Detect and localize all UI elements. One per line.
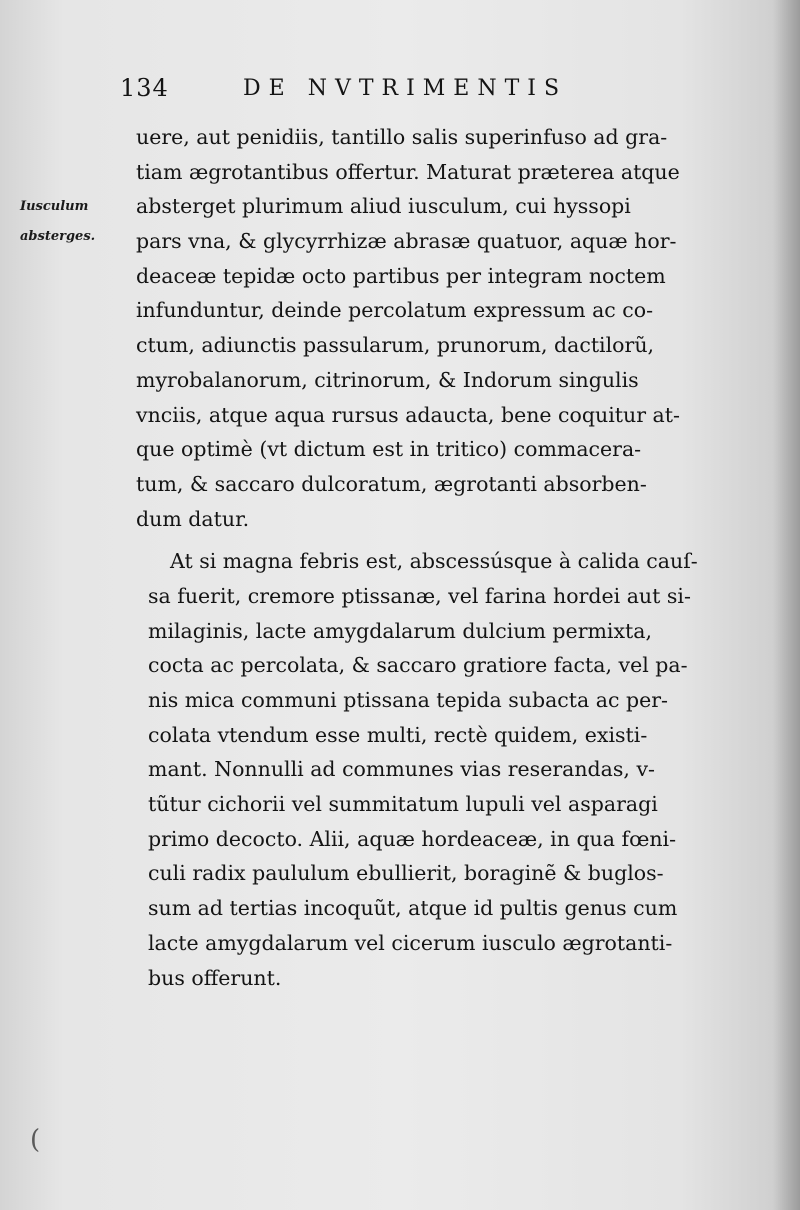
text-line: milaginis, lacte amygdalarum dulcium permixta, xyxy=(148,618,653,643)
text-line: vnciis, atque aqua rursus adaucta, bene coquitur at- xyxy=(136,402,680,427)
text-line: tum, & saccaro dulcoratum, ægrotanti absorben- xyxy=(136,471,647,496)
margin-note-line-2: absterges. xyxy=(20,229,96,244)
running-title: DE NVTRIMENTIS xyxy=(243,76,568,101)
text-line: dum datur. xyxy=(136,506,250,531)
text-line: primo decocto. Alii, aquæ hordeaceæ, in qua fœni- xyxy=(148,826,677,851)
text-line: infunduntur, deinde percolatum expressum ac co- xyxy=(136,298,654,323)
text-line: tũtur cichorii vel summitatum lupuli vel asparagi xyxy=(148,792,658,817)
text-line: lacte amygdalarum vel cicerum iusculo ægrotanti- xyxy=(148,930,673,955)
text-line: nis mica communi ptissana tepida subacta ac per- xyxy=(148,688,668,712)
text-line: cocta ac percolata, & saccaro gratiore facta, vel pa- xyxy=(148,653,688,678)
text-line: ctum, adiunctis passularum, prunorum, dactilorũ, xyxy=(136,333,655,358)
text-line: sum ad tertias incoquũt, atque id pultis genus cum xyxy=(148,896,678,921)
text-line: culi radix paululum ebullierit, boraginẽ & buglos- xyxy=(148,861,664,886)
margin-note-line-1: Iusculum xyxy=(20,199,89,214)
paragraph-2 xyxy=(136,544,750,995)
text-line: tiam ægrotantibus offertur. Maturat præterea atque xyxy=(136,159,680,184)
text-line: pars vna, & glycyrrhizæ abrasæ quatuor, aquæ hor- xyxy=(136,229,677,254)
text-line: colata vtendum esse multi, rectè quidem, existi- xyxy=(148,722,648,747)
page-number: 134 xyxy=(120,74,169,102)
paragraph-gap xyxy=(136,536,750,544)
text-line: mant. Nonnulli ad communes vias reserandas, v- xyxy=(148,757,655,782)
margin-note xyxy=(20,192,130,252)
text-line: myrobalanorum, citrinorum, & Indorum singulis xyxy=(136,367,639,392)
text-line: que optimè (vt dictum est in tritico) commacera- xyxy=(136,437,642,462)
text-line: bus offerunt. xyxy=(148,965,282,990)
text-line: deaceæ tepidæ octo partibus per integram noctem xyxy=(136,263,666,288)
ink-smudge-mark: ( xyxy=(30,1125,41,1155)
paragraph-1 xyxy=(136,120,750,536)
text-line: uere, aut penidiis, tantillo salis superinfuso ad gra- xyxy=(136,125,668,149)
main-text xyxy=(136,120,750,995)
page-edge-shadow xyxy=(772,0,800,1210)
page-header xyxy=(118,70,638,110)
text-line: absterget plurimum aliud iusculum, cui hyssopi xyxy=(136,194,631,219)
text-line: At si magna febris est, abscessúsque à calida cauſ- xyxy=(170,549,698,574)
text-line: sa fuerit, cremore ptissanæ, vel farina hordei aut si- xyxy=(148,583,691,608)
